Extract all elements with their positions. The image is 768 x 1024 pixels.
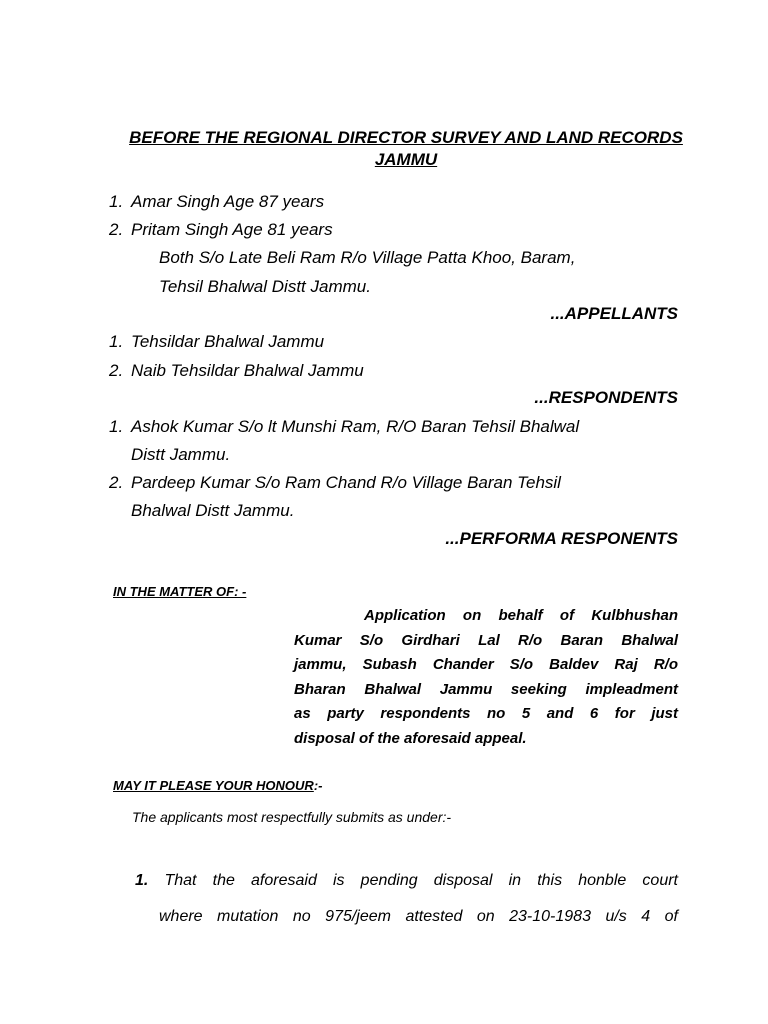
performa-item-1-line-1: Ashok Kumar S/o lt Munshi Ram, R/O Baran Tehsil Bhalwal [131, 417, 580, 436]
performa-role-label: ...PERFORMA RESPONENTS [445, 529, 678, 548]
honour-intro: The applicants most respectfully submits as under:- [132, 809, 452, 825]
paragraph-1-line-2: where mutation no 975/jeem attested on 23-10-1983 u/s 4 of [159, 908, 678, 925]
document-heading [60, 127, 752, 171]
list-number: 1. [109, 417, 124, 436]
matter-line-1: Application on behalf of Kulbhushan [364, 607, 678, 624]
respondent-name: Naib Tehsildar Bhalwal Jammu [131, 361, 364, 380]
appellant-name: Pritam Singh Age 81 years [131, 220, 333, 239]
matter-label [113, 584, 246, 600]
honour-label-text: MAY IT PLEASE YOUR HONOUR [113, 778, 314, 793]
list-number: 1. [109, 332, 124, 351]
matter-line-5: as party respondents no 5 and 6 for just [294, 705, 678, 723]
matter-label-text: IN THE MATTER OF: - [113, 584, 247, 599]
appellant-detail-line-2: Tehsil Bhalwal Distt Jammu. [159, 277, 371, 296]
list-number: 2. [109, 220, 124, 239]
list-number: 2. [109, 473, 124, 492]
performa-item-1-line-2: Distt Jammu. [131, 445, 231, 464]
matter-paragraph [294, 604, 678, 752]
matter-line-6: disposal of the aforesaid appeal. [294, 729, 527, 747]
heading-line-1: BEFORE THE REGIONAL DIRECTOR SURVEY AND LAND RECORDS [129, 128, 683, 147]
matter-line-2: Kumar S/o Girdhari Lal R/o Baran Bhalwal [294, 631, 678, 649]
paragraph-1-line-1 [135, 871, 678, 891]
performa-item-2-line-2: Bhalwal Distt Jammu. [131, 501, 295, 520]
respondents-role-label: ...RESPONDENTS [534, 388, 678, 407]
performa-item-2-line-1: Pardeep Kumar S/o Ram Chand R/o Village Baran Tehsil [131, 473, 561, 492]
respondent-name: Tehsildar Bhalwal Jammu [131, 332, 325, 351]
appellants-role-label: ...APPELLANTS [550, 304, 678, 323]
matter-line-4: Bharan Bhalwal Jammu seeking impleadment [294, 680, 678, 698]
appellant-detail-line-1: Both S/o Late Beli Ram R/o Village Patta Khoo, Baram, [159, 248, 576, 267]
list-number: 1. [109, 192, 124, 211]
appellant-name: Amar Singh Age 87 years [131, 192, 325, 211]
matter-line-3: jammu, Subash Chander S/o Baldev Raj R/o [294, 656, 678, 674]
honour-label-suffix: :- [313, 778, 323, 793]
paragraph-number: 1. [135, 872, 149, 889]
heading-line-2: JAMMU [374, 150, 438, 169]
honour-label [113, 778, 322, 794]
list-number: 2. [109, 361, 124, 380]
paragraph-1-text-1: That the aforesaid is pending disposal in this honble court [164, 872, 678, 889]
